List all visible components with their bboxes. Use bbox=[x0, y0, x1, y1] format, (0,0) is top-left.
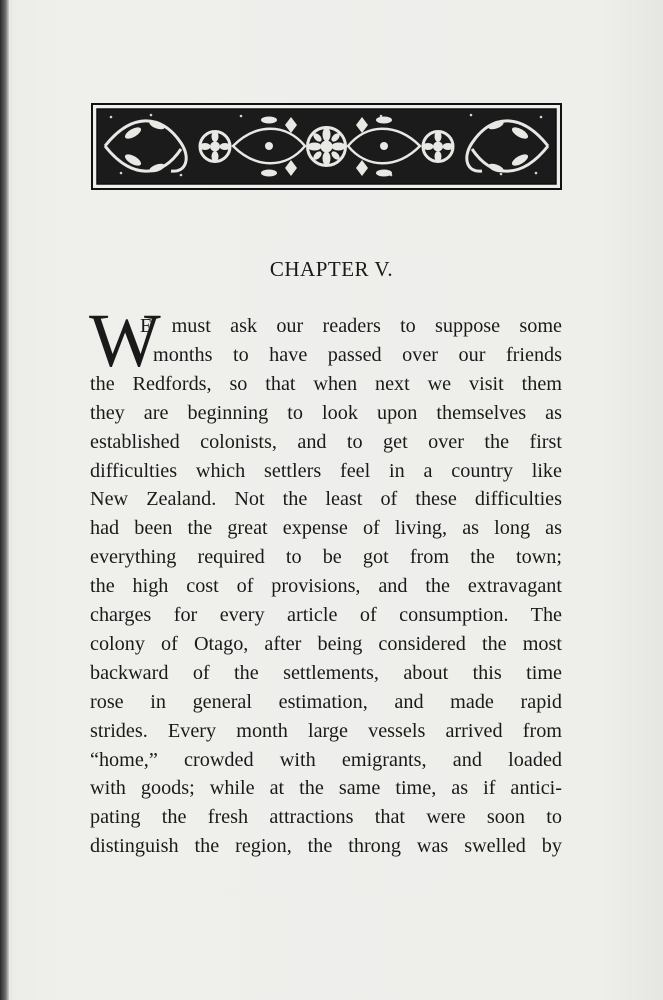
text-line: backward of the settlements, about this time bbox=[90, 661, 562, 684]
text-line: strides. Every month large vessels arrived from bbox=[90, 719, 562, 742]
text-line: the Redfords, so that when next we visit them bbox=[90, 372, 562, 395]
text-line: New Zealand. Not the least of these difficulties bbox=[90, 488, 562, 511]
floral-ornament-icon bbox=[91, 103, 562, 190]
drop-cap: W bbox=[89, 299, 161, 383]
text-line: everything required to be got from the town; bbox=[90, 546, 562, 569]
text-line: E must ask our readers to suppose some bbox=[140, 315, 562, 337]
text-line: with goods; while at the same time, as if antici- bbox=[90, 777, 562, 800]
text-line: distinguish the region, the throng was swelled by bbox=[90, 835, 562, 858]
text-line: difficulties which settlers feel in a country like bbox=[90, 459, 562, 482]
page-gutter bbox=[0, 0, 9, 1000]
text-line: rose in general estimation, and made rapid bbox=[90, 690, 562, 713]
text-line: charges for every article of consumption. The bbox=[90, 604, 562, 626]
text-line: established colonists, and to get over the first bbox=[90, 430, 562, 453]
chapter-heading: CHAPTER V. bbox=[269, 257, 394, 281]
text-line: months to have passed over our friends bbox=[153, 343, 562, 366]
text-line: the high cost of provisions, and the extravagant bbox=[90, 575, 562, 598]
text-line: “home,” crowded with emigrants, and loaded bbox=[90, 748, 562, 771]
text-line: pating the fresh attractions that were soon to bbox=[90, 806, 562, 829]
text-line: had been the great expense of living, as long as bbox=[90, 517, 562, 540]
text-line: they are beginning to look upon themselves as bbox=[90, 401, 562, 424]
text-line: colony of Otago, after being considered the most bbox=[90, 632, 562, 655]
